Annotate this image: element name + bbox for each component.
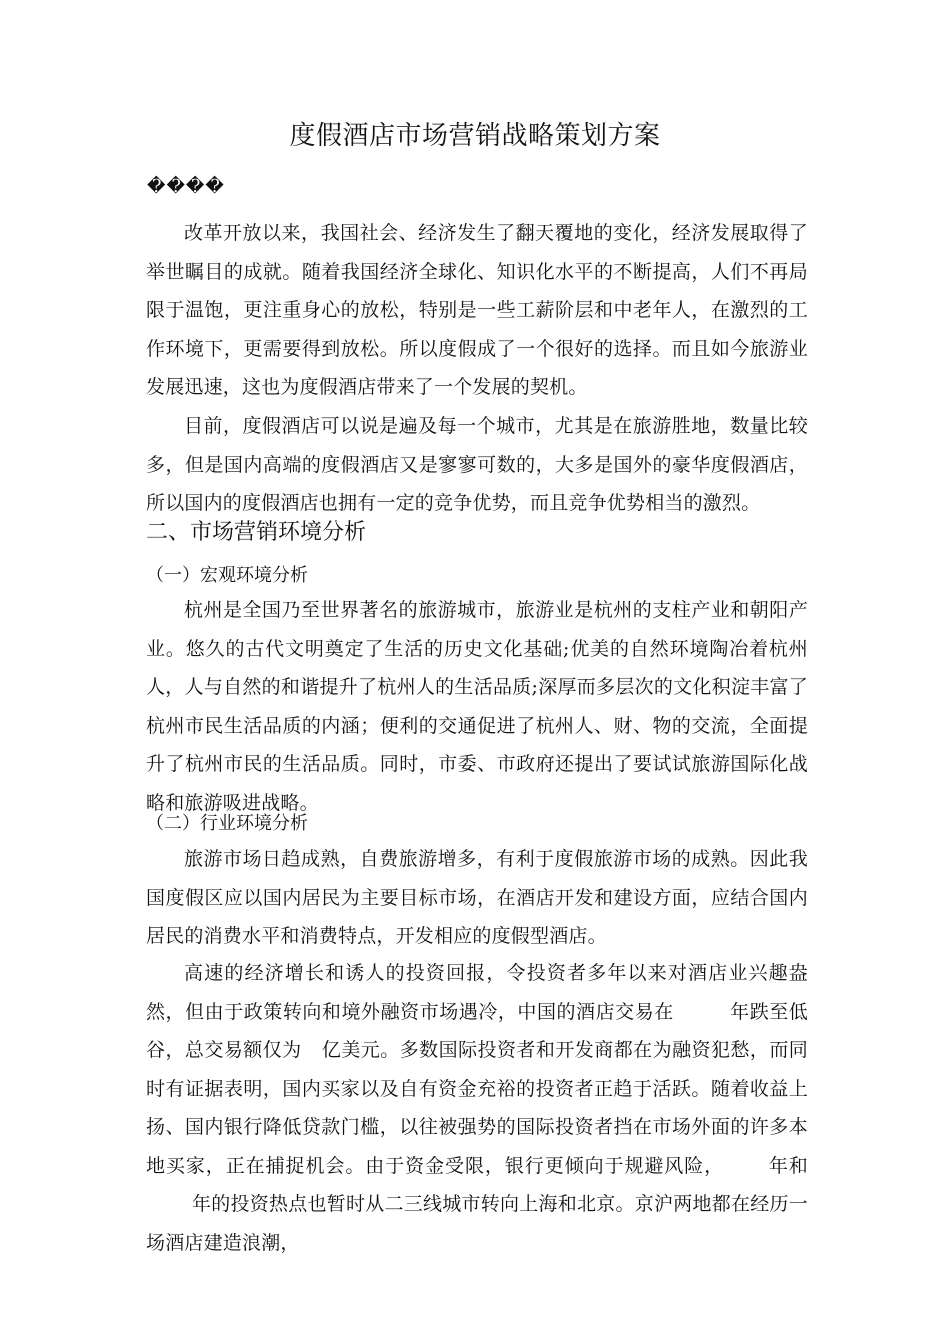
subsection-heading-macro: （一）宏观环境分析 [146,565,308,586]
section-heading-market-environment: 二、市场营销环境分析 [146,520,367,545]
intro-paragraph-1: 改革开放以来，我国社会、经济发生了翻天覆地的变化，经济发展取得了举世瞩目的成就。随着我国经济全球化、知识化水平的不断提高，人们不再局限于温饱，更注重身心的放松，特别是一些工薪阶层和中老年人，在激烈的工作环境下，更需要得到放松。所以度假成了一个很好的选择。而且如今旅游业发展迅速，这也为度假酒店带来了一个发展的契机。 [146,222,808,398]
industry-paragraph-2-part-c: 亿美元。多数国际投资者和开发商都在为融资犯愁，而同时有证据表明，国内买家以及自有资金充裕的投资者正趋于活跃。随着收益上扬、国内银行降低贷款门槛，以往被强势的国际投资者挡在市场外面的许多本地买家，正在捕捉机会。由于资金受限，银行更倾向于规避风险， [146,1039,808,1177]
industry-paragraph-2-part-e: 年的投资热点也暂时从二三线城市转向上海和北京。京沪两地都在经历一场酒店建造浪潮， [146,1193,808,1254]
industry-paragraph-2-part-b: 年跌至低谷，总交易额仅为 [146,1000,808,1061]
industry-paragraph-2 [146,954,808,1262]
industry-paragraph-1: 旅游市场日趋成熟，自费旅游增多，有利于度假旅游市场的成熟。因此我国度假区应以国内居民为主要目标市场，在酒店开发和建设方面，应结合国内居民的消费水平和消费特点，开发相应的度假型酒店。 [146,848,808,947]
macro-paragraph: 杭州是全国乃至世界著名的旅游城市，旅游业是杭州的支柱产业和朝阳产业。悠久的古代文明奠定了生活的历史文化基础;优美的自然环境陶冶着杭州人，人与自然的和谐提升了杭州人的生活品质;深厚而多层次的文化积淀丰富了杭州市民生活品质的内涵；便利的交通促进了杭州人、财、物的交流，全面提升了杭州市民的生活品质。同时，市委、市政府还提出了要试试旅游国际化战略和旅游吸进战略。 [146,599,808,814]
industry-paragraph-2-part-a: 高速的经济增长和诱人的投资回报，令投资者多年以来对酒店业兴趣盎然，但由于政策转向和境外融资市场遇冷，中国的酒店交易在 [146,962,808,1023]
subsection-heading-industry: （二）行业环境分析 [146,813,308,834]
intro-paragraph-2: 目前，度假酒店可以说是遍及每一个城市，尤其是在旅游胜地，数量比较多，但是国内高端的度假酒店又是寥寥可数的，大多是国外的豪华度假酒店，所以国内的度假酒店也拥有一定的竞争优势，而且竞争优势相当的激烈。 [146,415,808,514]
garbled-heading: ���� [147,176,225,197]
industry-paragraph-2-part-d: 年和 [768,1154,808,1177]
document-title: 度假酒店市场营销战略策划方案 [289,121,661,151]
